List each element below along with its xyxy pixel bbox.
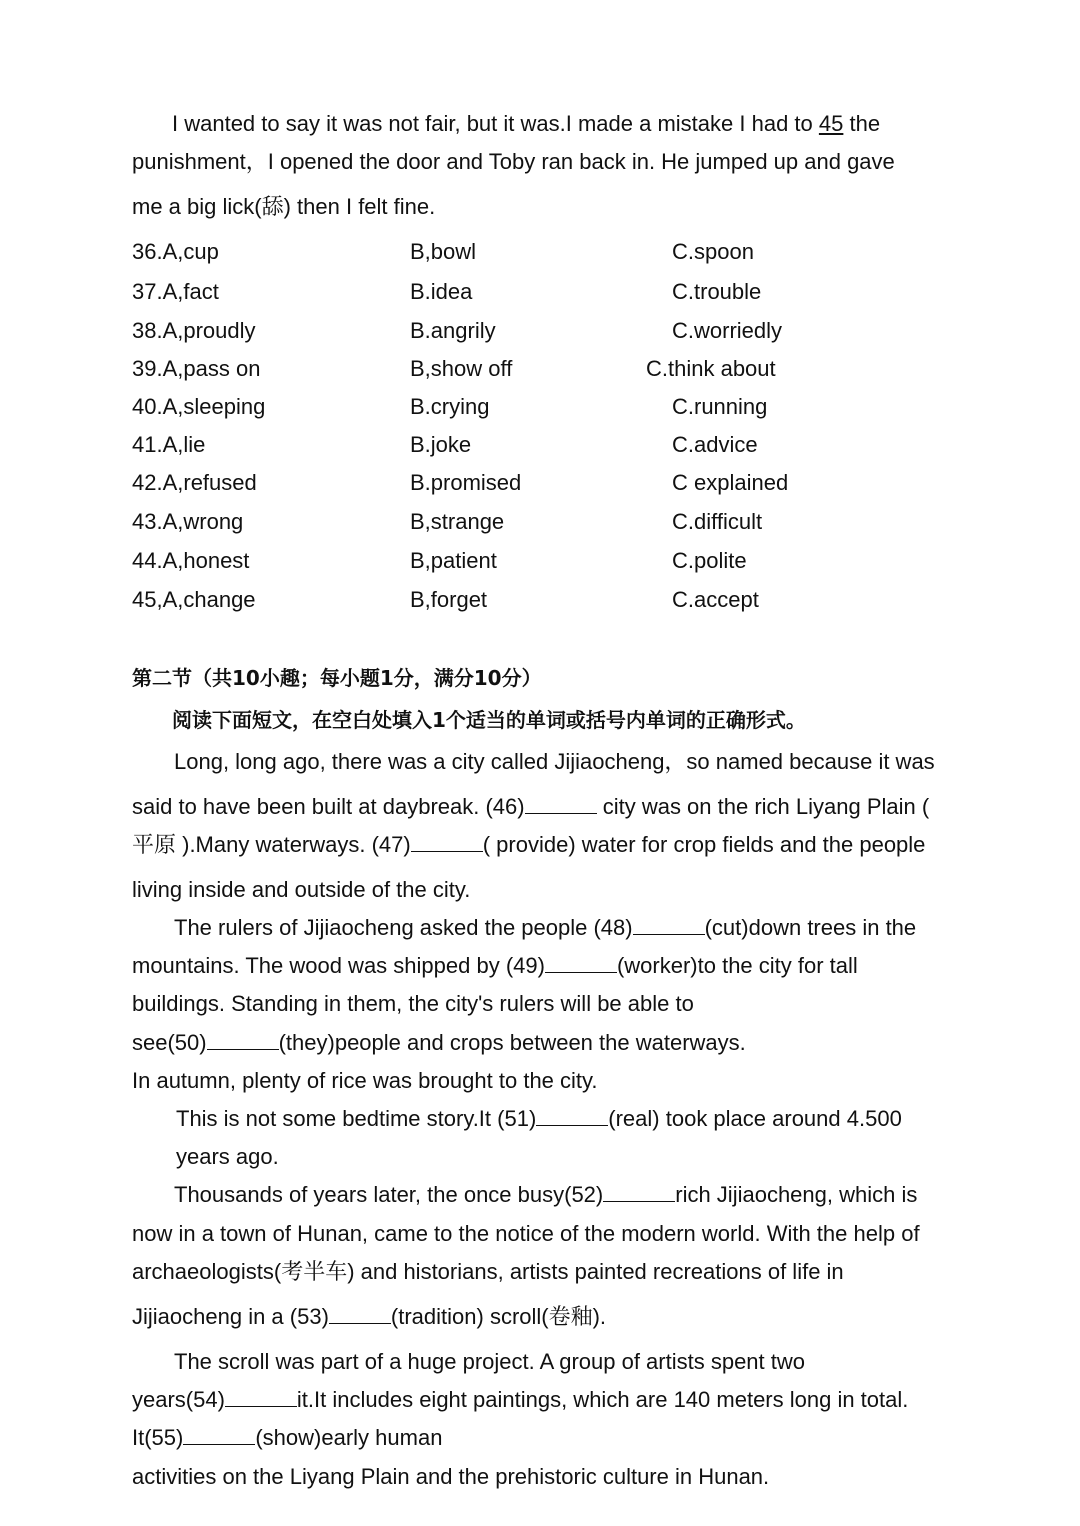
option-b: B.angrily <box>410 318 496 343</box>
para1-line1: I wanted to say it was not fair, but it was.I made a mistake I had to 45 the <box>172 111 881 136</box>
answer-blank-55[interactable] <box>183 1426 255 1445</box>
option-c: C.polite <box>672 548 747 573</box>
option-b: B.crying <box>410 394 490 419</box>
option-c: C.running <box>672 394 768 419</box>
passage-line: The rulers of Jijiaocheng asked the people (48) (cut)down trees in the <box>174 915 917 940</box>
option-b: B.idea <box>410 279 473 304</box>
section-instruction: 阅读下面短文，在空白处填入1个适当的单词或括号内单词的正确形式。 <box>172 708 806 732</box>
answer-blank-52[interactable] <box>603 1183 675 1202</box>
option-a: 38.A,proudly <box>132 318 256 343</box>
option-c: C.difficult <box>672 509 763 534</box>
passage-line: living inside and outside of the city. <box>132 877 471 902</box>
passage-line: see(50) (they)people and crops between the waterways. <box>132 1030 746 1055</box>
answer-blank-49[interactable] <box>545 954 617 973</box>
passage-line: now in a town of Hunan, came to the notice of the modern world. With the help of <box>132 1221 920 1246</box>
passage-line: The scroll was part of a huge project. A group of artists spent two <box>174 1349 805 1374</box>
passage-line: years ago. <box>176 1144 279 1169</box>
answer-blank-47[interactable] <box>411 833 483 852</box>
passage-line: This is not some bedtime story.It (51) (real) took place around 4.500 <box>176 1106 902 1131</box>
option-c: C.trouble <box>672 279 762 304</box>
passage-line: Thousands of years later, the once busy(52) rich Jijiaocheng, which is <box>174 1182 918 1207</box>
option-a: 42.A,refused <box>132 470 257 495</box>
option-c: C explained <box>672 470 789 495</box>
option-a: 36.A,cup <box>132 239 219 264</box>
answer-blank-46[interactable] <box>525 795 597 814</box>
answer-blank-53[interactable] <box>329 1305 391 1324</box>
option-a: 39.A,pass on <box>132 356 261 381</box>
passage-line: Long, long ago, there was a city called Jijiaocheng，so named because it was <box>174 749 935 774</box>
option-c: C.spoon <box>672 239 754 264</box>
passage-line: It(55) (show)early human <box>132 1425 443 1450</box>
option-b: B.promised <box>410 470 522 495</box>
option-b: B.joke <box>410 432 472 457</box>
passage-line: activities on the Liyang Plain and the prehistoric culture in Hunan. <box>132 1464 770 1489</box>
option-a: 44.A,honest <box>132 548 250 573</box>
passage-line: mountains. The wood was shipped by (49) (worker)to the city for tall <box>132 953 858 978</box>
option-b: B,show off <box>410 356 513 381</box>
option-a: 37.A,fact <box>132 279 219 304</box>
option-b: B,strange <box>410 509 505 534</box>
para1-line3: me a big lick(舔) then I felt fine. <box>132 194 436 219</box>
answer-blank-50[interactable] <box>207 1031 279 1050</box>
answer-blank-48[interactable] <box>633 916 705 935</box>
option-c: C.think about <box>646 356 776 381</box>
option-a: 41.A,lie <box>132 432 206 457</box>
passage-line: Jijiaocheng in a (53) (tradition) scroll(卷釉). <box>132 1304 607 1329</box>
option-c: C.accept <box>672 587 759 612</box>
passage-line: 平原 ).Many waterways. (47) ( provide) water for crop fields and the people <box>132 832 926 857</box>
option-a: 40.A,sleeping <box>132 394 266 419</box>
answer-45: 45 <box>818 111 844 136</box>
para1-line2: punishment，I opened the door and Toby ran back in. He jumped up and gave <box>132 149 895 174</box>
option-a: 45,A,change <box>132 587 256 612</box>
option-b: B,patient <box>410 548 497 573</box>
answer-blank-51[interactable] <box>536 1107 608 1126</box>
passage-line: buildings. Standing in them, the city's rulers will be able to <box>132 991 694 1016</box>
passage-line: said to have been built at daybreak. (46) city was on the rich Liyang Plain ( <box>132 794 930 819</box>
option-c: C.worriedly <box>672 318 783 343</box>
option-b: B,forget <box>410 587 488 612</box>
passage-line: archaeologists(考半车) and historians, artists painted recreations of life in <box>132 1259 844 1284</box>
option-c: C.advice <box>672 432 758 457</box>
answer-blank-54[interactable] <box>225 1388 297 1407</box>
passage-line: In autumn, plenty of rice was brought to the city. <box>132 1068 598 1093</box>
passage-line: years(54) it.It includes eight paintings, which are 140 meters long in total. <box>132 1387 909 1412</box>
section-heading: 第二节（共10小趣；每小题1分，满分10分） <box>132 666 542 690</box>
option-a: 43.A,wrong <box>132 509 244 534</box>
option-b: B,bowl <box>410 239 477 264</box>
